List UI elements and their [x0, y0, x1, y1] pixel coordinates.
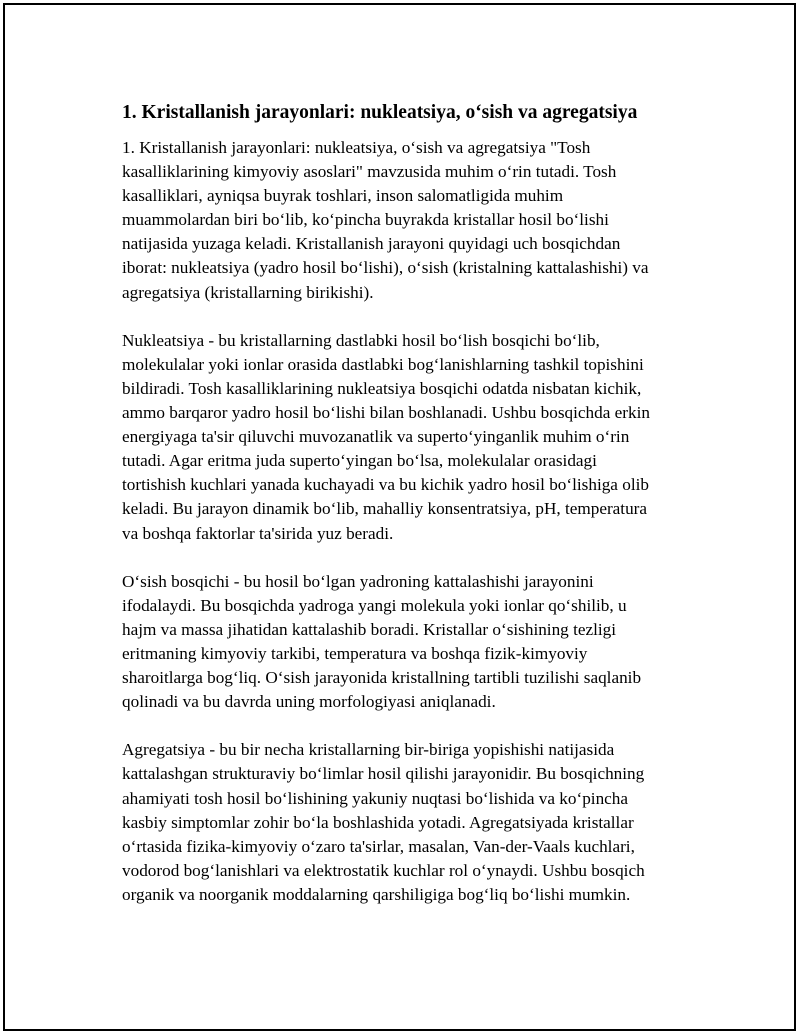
text-line: iborat: nukleatsiya (yadro hosil bo‘lishi), o‘sish (kristalning kattalashishi) va — [122, 258, 649, 278]
text-line: agregatsiya (kristallarning birikishi). — [122, 282, 374, 302]
text-line: Nukleatsiya - bu kristallarning dastlabki hosil bo‘lish bosqichi bo‘lib, — [122, 330, 600, 350]
text-line: O‘sish bosqichi - bu hosil bo‘lgan yadroning kattalashishi jarayonini — [122, 571, 594, 591]
paragraph — [122, 136, 697, 305]
text-line: kasbiy simptomlar zohir bo‘la boshlashida yotadi. Agregatsiyada kristallar — [122, 812, 634, 832]
text-line: molekulalar yoki ionlar orasida dastlabki bog‘lanishlarning tashkil topishini — [122, 354, 644, 374]
text-line: keladi. Bu jarayon dinamik bo‘lib, mahalliy konsentratsiya, pH, temperatura — [122, 499, 648, 519]
paragraph — [122, 570, 697, 715]
text-line: 1. Kristallanish jarayonlari: nukleatsiya, o‘sish va agregatsiya "Tosh — [122, 138, 591, 157]
text-line: va boshqa faktorlar ta'sirida yuz beradi. — [122, 523, 394, 543]
paragraph — [122, 329, 697, 546]
paragraph — [122, 738, 697, 907]
document-body — [122, 101, 697, 931]
text-line: eritmaning kimyoviy tarkibi, temperatura va boshqa fizik-kimyoviy — [122, 643, 588, 663]
text-line: kasalliklarining kimyoviy asoslari" mavzusida muhim o‘rin tutadi. Tosh — [122, 162, 617, 182]
text-line: qolinadi va bu davrda uning morfologiyasi aniqlanadi. — [122, 692, 496, 712]
page-title: 1. Kristallanish jarayonlari: nukleatsiya, o‘sish va agregatsiya — [122, 102, 638, 123]
text-line: organik va noorganik moddalarning qarshiligiga bog‘liq bo‘lishi mumkin. — [122, 884, 631, 904]
text-line: tutadi. Agar eritma juda superto‘yingan bo‘lsa, molekulalar orasidagi — [122, 451, 597, 471]
text-line: muammolardan biri bo‘lib, ko‘pincha buyrakda kristallar hosil bo‘lishi — [122, 210, 609, 230]
text-line: Agregatsiya - bu bir necha kristallarning bir-biriga yopishishi natijasida — [122, 740, 615, 760]
text-line: hajm va massa jihatidan kattalashib boradi. Kristallar o‘sishining tezligi — [122, 619, 617, 639]
text-line: o‘rtasida fizika-kimyoviy o‘zaro ta'sirlar, masalan, Van-der-Vaals kuchlari, — [122, 836, 635, 856]
page-frame — [3, 3, 796, 1031]
text-line: kasalliklari, ayniqsa buyrak toshlari, inson salomatligida muhim — [122, 186, 564, 206]
text-line: ahamiyati tosh hosil bo‘lishining yakuniy nuqtasi bo‘lishida va ko‘pincha — [122, 788, 629, 808]
text-line: sharoitlarga bog‘liq. O‘sish jarayonida kristallning tartibli tuzilishi saqlanib — [122, 668, 642, 688]
text-line: natijasida yuzaga keladi. Kristallanish jarayoni quyidagi uch bosqichdan — [122, 234, 621, 254]
text-line: energiyaga ta'sir qiluvchi muvozanatlik va superto‘yinganlik muhim o‘rin — [122, 427, 630, 447]
text-line: tortishish kuchlari yanada kuchayadi va bu kichik yadro hosil bo‘lishiga olib — [122, 475, 649, 495]
text-line: ammo barqaror yadro hosil bo‘lishi bilan boshlanadi. Ushbu bosqichda erkin — [122, 403, 650, 423]
text-line: vodorod bog‘lanishlari va elektrostatik kuchlar rol o‘ynaydi. Ushbu bosqich — [122, 860, 645, 880]
paragraph-list — [122, 136, 697, 907]
text-line: ifodalaydi. Bu bosqichda yadroga yangi molekula yoki ionlar qo‘shilib, u — [122, 595, 627, 615]
text-line: bildiradi. Tosh kasalliklarining nukleatsiya bosqichi odatda nisbatan kichik, — [122, 378, 642, 398]
text-line: kattalashgan strukturaviy bo‘limlar hosil qilishi jarayonidir. Bu bosqichning — [122, 764, 645, 784]
